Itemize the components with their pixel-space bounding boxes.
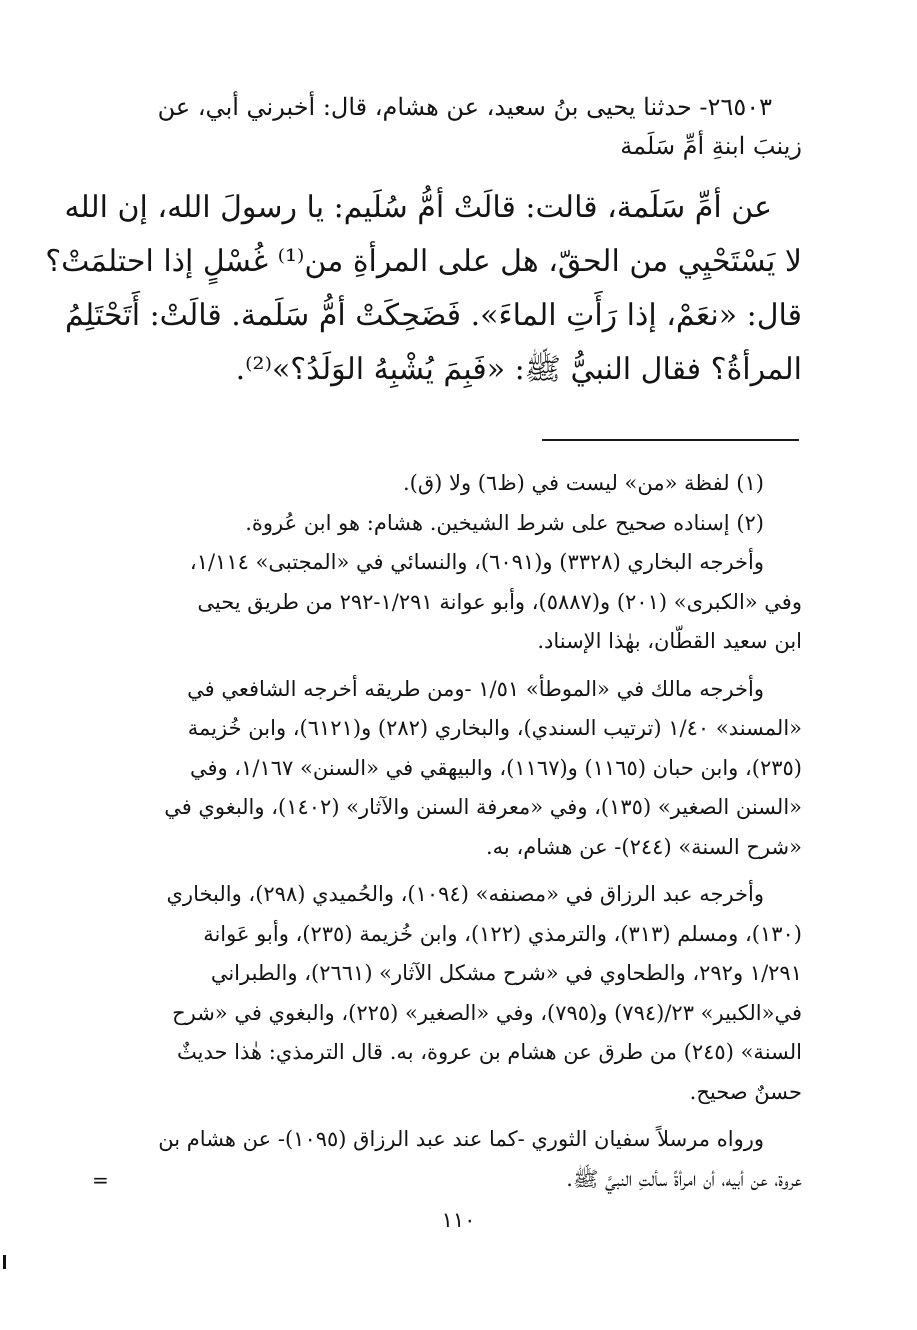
footnote-paragraph bbox=[112, 1120, 802, 1199]
footnote-line: وفي «الكبرى» (٢٠١) و(٥٨٨٧)، وأبو عوانة ١/٢٩١-٢٩٢ من طريق يحيى bbox=[197, 589, 802, 614]
page-number: ١١٠ bbox=[441, 1208, 476, 1232]
footnote-line: وأخرجه عبد الرزاق في «مصنفه» (١٠٩٤)، والحُميدي (٢٩٨)، والبخاري bbox=[166, 882, 764, 906]
isnad-line: ٢٦٥٠٣- حدثنا يحيى بنُ سعيد، عن هشام، قال: أخبرني أبي، عن bbox=[157, 93, 772, 121]
hadith-isnad bbox=[112, 88, 802, 166]
footnote-separator bbox=[542, 439, 799, 441]
footnote-line: ورواه مرسلاً سفيان الثوري -كما عند عبد الرزاق (١٠٩٥)- عن هشام بن bbox=[158, 1127, 764, 1151]
footnote-line: عروة، عن أبيه، أن امرأةً سألتِ النبيَّ ﷺ. bbox=[566, 1166, 802, 1191]
footnote-line: (١٣٠)، ومسلم (٣١٣)، والترمذي (١٢٢)، وابن خُزيمة (٢٣٥)، وأبو عَوانة bbox=[203, 921, 802, 946]
footnote-2: (٢) إسناده صحيح على شرط الشيخين. هشام: هو ابن عُروة. bbox=[245, 510, 764, 535]
footnote-paragraph bbox=[112, 543, 802, 662]
footnote-line: (٢٣٥)، وابن حبان (١١٦٥) و(١١٦٧)، والبيهقي في «السنن» ١/١٦٧، وفي bbox=[189, 755, 802, 780]
footnote-paragraph bbox=[112, 670, 802, 868]
matn-line: عن أمِّ سَلَمة، قالت: قالَتْ أمُّ سُلَيم: يا رسولَ الله، إن الله bbox=[64, 190, 772, 225]
footnote-paragraph bbox=[112, 875, 802, 1112]
footnote-line: ابن سعيد القطّان، بهٰذا الإسناد. bbox=[537, 629, 802, 653]
matn-line: لا يَسْتَحْيِي من الحقّ، هل على المرأةِ من⁽¹⁾ غُسْلٍ إذا احتلمَتْ؟ bbox=[45, 244, 802, 279]
footnote-line: ١/٢٩١ و٢٩٢، والطحاوي في «شرح مشكل الآثار» (٢٦٦١)، والطبراني bbox=[210, 961, 802, 985]
footnote-1: (١) لفظة «من» ليست في (ظ٦) ولا (ق). bbox=[402, 471, 764, 495]
matn-line: قال: «نعَمْ، إذا رَأَتِ الماءَ». فَضَحِكَتْ أمُّ سَلَمة. قالَتْ: أَتَحْتَلِمُ bbox=[65, 298, 802, 333]
isnad-line: زينبَ ابنةِ أمِّ سَلَمة bbox=[620, 132, 802, 160]
continuation-mark: = bbox=[92, 1168, 109, 1192]
footnote-line: وأخرجه مالك في «الموطأ» ١/٥١ -ومن طريقه أخرجه الشافعي في bbox=[187, 676, 764, 701]
footnote-line: «شرح السنة» (٢٤٤)- عن هشام، به. bbox=[486, 834, 802, 859]
hadith-matn bbox=[45, 181, 802, 397]
footnote-line: السنة» (٢٤٥) من طرق عن هشام بن عروة، به. قال الترمذي: هٰذا حديثٌ bbox=[177, 1040, 802, 1064]
footnote-line: «السنن الصغير» (١٣٥)، وفي «معرفة السنن والآثار» (١٤٠٢)، والبغوي في bbox=[164, 795, 802, 819]
matn-line: المرأةُ؟ فقال النبيُّ ﷺ: «فَبِمَ يُشْبِهُ الوَلَدُ؟»⁽²⁾. bbox=[235, 352, 802, 387]
footnotes bbox=[112, 464, 802, 1199]
footnote-line: حسنٌ صحيح. bbox=[689, 1079, 802, 1104]
footnote-line: «المسند» ١/٤٠ (ترتيب السندي)، والبخاري (٢٨٢) و(٦١٢١)، وابن خُزيمة bbox=[187, 716, 802, 740]
scan-edge-mark bbox=[3, 1255, 6, 1269]
footnote-line: في«الكبير» ٢٣/(٧٩٤) و(٧٩٥)، وفي «الصغير» (٢٢٥)، والبغوي في «شرح bbox=[172, 1000, 802, 1025]
footnote-line: وأخرجه البخاري (٣٣٢٨) و(٦٠٩١)، والنسائي في «المجتبى» ١/١١٤، bbox=[189, 550, 764, 574]
